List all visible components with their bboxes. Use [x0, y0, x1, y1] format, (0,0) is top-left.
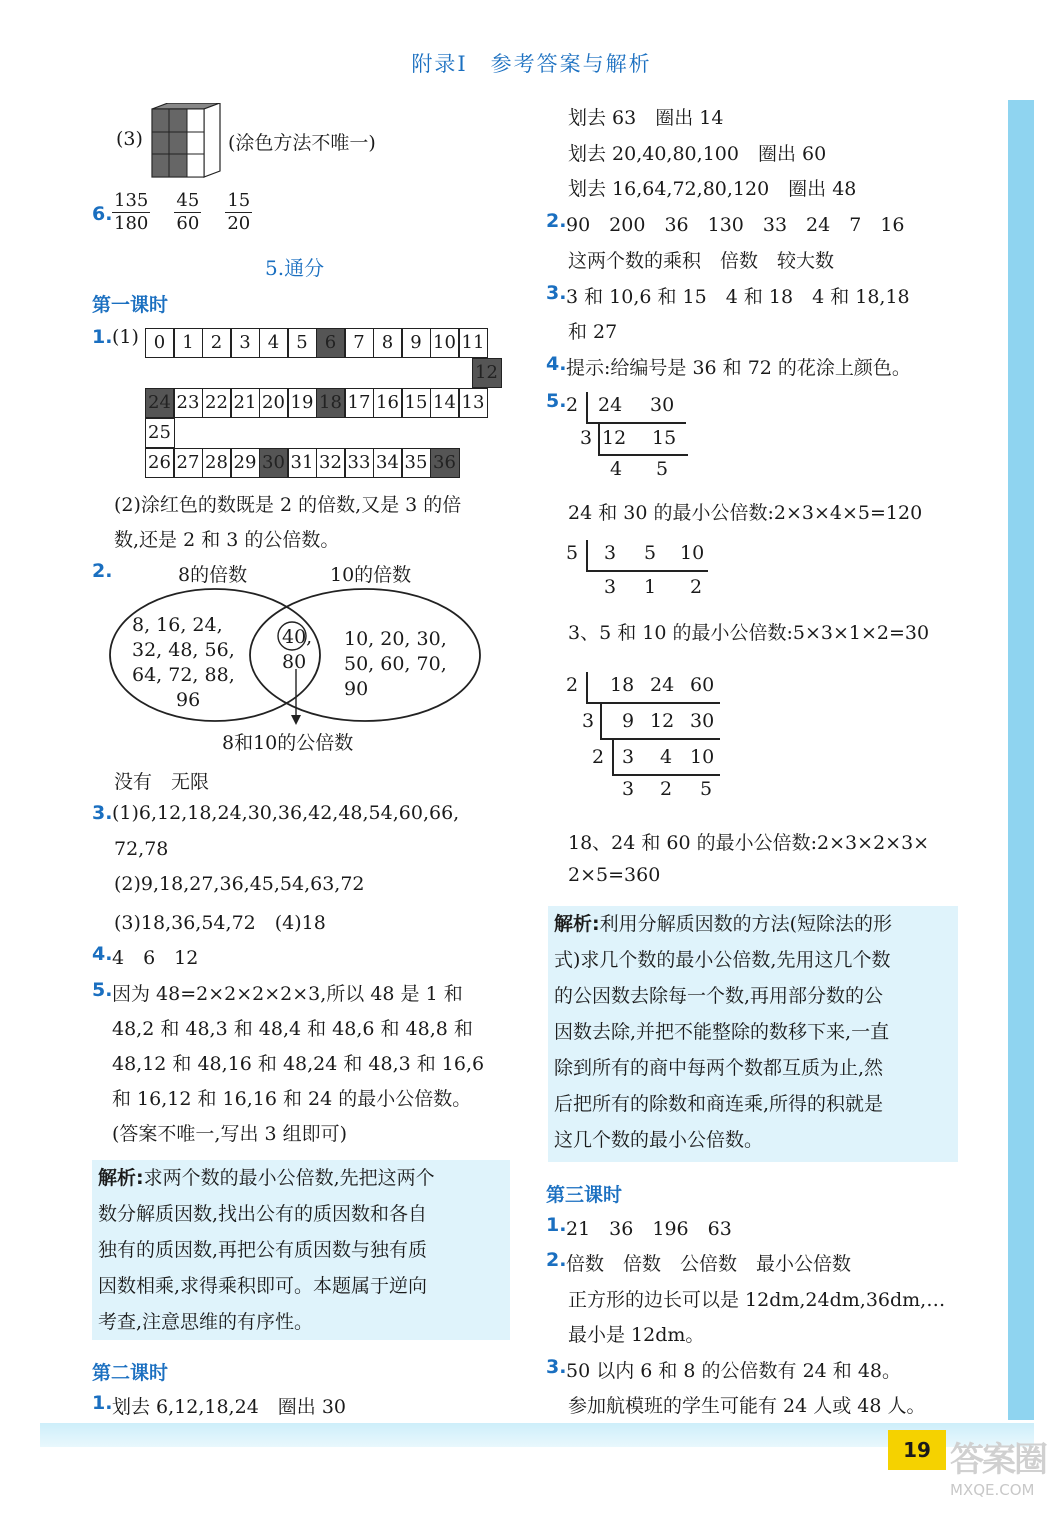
dividend: 3 [604, 542, 617, 564]
grid-row-2 [473, 358, 502, 388]
explanation-line: 的公因数去除每一个数,再用部分数的公 [554, 985, 884, 1007]
q6-fractions [112, 190, 270, 235]
venn-left-line3: 64, 72, 88, [132, 664, 235, 686]
grid-cell: 23 [173, 388, 203, 418]
q1-part2-line2: 数,还是 2 和 3 的公倍数。 [114, 529, 340, 551]
grid-cell: 8 [373, 328, 403, 358]
grid-row-1 [146, 328, 488, 358]
divisor: 2 [592, 746, 605, 768]
venn-right-line1: 10, 20, 30, [344, 628, 447, 650]
l3-q2-line3: 最小是 12dm。 [568, 1324, 705, 1346]
q5-line2: 48,2 和 48,3 和 48,4 和 48,6 和 48,8 和 [112, 1018, 473, 1040]
fraction: $\frac{135}{180}$ [114, 190, 149, 234]
quotient: 12 [602, 427, 627, 449]
grid-cell: 20 [259, 388, 289, 418]
quotient: 4 [660, 746, 673, 768]
l3-q2-line1: 倍数 倍数 公倍数 最小公倍数 [566, 1253, 852, 1275]
grid-row-4 [146, 418, 175, 448]
q4-number: 4. [92, 943, 113, 965]
r-q5-number: 5. [546, 390, 567, 412]
grid-cell: 2 [202, 328, 232, 358]
right-margin-bar [1008, 100, 1034, 1420]
dividend: 24 [650, 674, 675, 696]
grid-cell: 34 [373, 448, 403, 478]
dividend: 18 [610, 674, 635, 696]
q5-line5: (答案不唯一,写出 3 组即可) [112, 1123, 348, 1145]
explanation-line: 独有的质因数,再把公有质因数与独有质 [98, 1239, 428, 1261]
explanation-line: 因数相乘,求得乘积即可。本题属于逆向 [98, 1275, 428, 1297]
r-q2-line1: 90 200 36 130 33 24 7 16 [566, 214, 905, 236]
q1-label: (1) [112, 326, 139, 348]
lesson-2-title: 第二课时 [92, 1362, 169, 1384]
dividend: 60 [690, 674, 715, 696]
grid-cell: 25 [145, 418, 175, 448]
q6-number: 6. [92, 203, 113, 225]
r-q2-number: 2. [546, 210, 567, 232]
right-line-2: 划去 20,40,80,100 圈出 60 [568, 143, 827, 165]
explanation-line: 式)求几个数的最小公倍数,先用这几个数 [554, 949, 891, 971]
grid-cell: 14 [430, 388, 460, 418]
venn-left-line2: 32, 48, 56, [132, 639, 235, 661]
grid-cell: 17 [344, 388, 374, 418]
dividend: 30 [650, 394, 675, 416]
grid-cell: 10 [430, 328, 460, 358]
q3-number: 3. [92, 802, 113, 824]
quotient: 5 [656, 458, 669, 480]
grid-cell: 28 [202, 448, 232, 478]
grid-cell: 27 [173, 448, 203, 478]
venn-bottom-label: 8和10的公倍数 [222, 732, 354, 754]
grid-cell: 1 [173, 328, 203, 358]
lesson2-q1-number: 1. [92, 1392, 113, 1414]
q5-line1: 因为 48=2×2×2×2×3,所以 48 是 1 和 [112, 983, 463, 1005]
q2-number: 2. [92, 560, 113, 582]
grid-row-5 [146, 448, 460, 478]
right-line-3: 划去 16,64,72,80,120 圈出 48 [568, 178, 857, 200]
grid-row-3 [146, 388, 488, 418]
q5-line4: 和 16,12 和 16,16 和 24 的最小公倍数。 [112, 1088, 472, 1110]
grid-cell: 16 [373, 388, 403, 418]
l3-q2-number: 2. [546, 1249, 567, 1271]
venn-left-line1: 8, 16, 24, [132, 614, 223, 636]
page-header: 附录Ⅰ 参考答案与解析 [411, 52, 652, 76]
grid-cell-shaded: 6 [316, 328, 346, 358]
explanation-line: 数分解质因数,找出公有的质因数和各自 [98, 1203, 428, 1225]
r-q2-line2: 这两个数的乘积 倍数 较大数 [568, 250, 835, 272]
quotient: 30 [690, 710, 715, 732]
venn-right-line3: 90 [344, 678, 369, 700]
explanation-line: 后把所有的除数和商连乘,所得的积就是 [554, 1093, 884, 1115]
grid-cell: 11 [458, 328, 488, 358]
quotient: 5 [700, 778, 713, 800]
r-q4-answer: 提示:给编号是 36 和 72 的花涂上颜色。 [566, 357, 911, 379]
grid-cell: 19 [287, 388, 317, 418]
quotient: 12 [650, 710, 675, 732]
r-q3-line1: 3 和 10,6 和 15 4 和 18 4 和 18,18 [566, 286, 910, 308]
quotient: 10 [690, 746, 715, 768]
l3-q3-line1: 50 以内 6 和 8 的公倍数有 24 和 48。 [566, 1360, 902, 1382]
quotient: 15 [652, 427, 677, 449]
short-division-2 [566, 540, 726, 610]
divisor: 3 [582, 710, 595, 732]
bottom-margin-bar [40, 1423, 1034, 1447]
grid-cell: 29 [230, 448, 260, 478]
watermark-logo [950, 1432, 1060, 1532]
grid-cell: 26 [145, 448, 175, 478]
grid-cell: 31 [287, 448, 317, 478]
q3-line3: (2)9,18,27,36,45,54,63,72 [114, 873, 365, 895]
r-q4-number: 4. [546, 353, 567, 375]
quotient: 9 [622, 710, 635, 732]
grid-cell: 22 [202, 388, 232, 418]
grid-cell: 3 [230, 328, 260, 358]
grid-cell: 35 [401, 448, 431, 478]
grid-cell: 9 [401, 328, 431, 358]
q1-number: 1. [92, 326, 113, 348]
venn-label-left: 8的倍数 [178, 564, 248, 586]
grid-cell: 5 [287, 328, 317, 358]
lesson-3-title: 第三课时 [546, 1184, 623, 1206]
explanation-line: 除到所有的商中每两个数都互质为止,然 [554, 1057, 884, 1079]
divisor: 3 [580, 427, 593, 449]
right-line-1: 划去 63 圈出 14 [568, 107, 724, 129]
q4-answer: 4 6 12 [112, 947, 199, 969]
cube-label: (3) [116, 128, 143, 150]
cube-figure [146, 103, 226, 183]
grid-cell: 13 [458, 388, 488, 418]
venn-right-line2: 50, 60, 70, [344, 653, 447, 675]
explanation-line: 考查,注意思维的有序性。 [98, 1311, 314, 1333]
venn-mid-line2: 80 [282, 651, 307, 673]
dividend: 24 [598, 394, 623, 416]
l3-q1-answer: 21 36 196 63 [566, 1218, 732, 1240]
q3-line4: (3)18,36,54,72 (4)18 [114, 912, 326, 934]
grid-cell: 4 [259, 328, 289, 358]
cube-note: (涂色方法不唯一) [228, 132, 376, 154]
quotient: 2 [660, 778, 673, 800]
grid-cell-shaded: 36 [430, 448, 460, 478]
grid-cell-shaded: 12 [472, 358, 502, 388]
explanation-line: 因数去除,并把不能整除的数移下来,一直 [554, 1021, 890, 1043]
page-number-box [888, 1430, 946, 1470]
explanation-right [554, 906, 892, 1158]
grid-cell-shaded: 18 [316, 388, 346, 418]
r-q3-line2: 和 27 [568, 321, 618, 343]
q1-part2-line1: (2)涂红色的数既是 2 的倍数,又是 3 的倍 [114, 494, 462, 516]
venn-label-right: 10的倍数 [330, 564, 412, 586]
q3-line2: 72,78 [114, 838, 169, 860]
grid-cell: 33 [344, 448, 374, 478]
q5-number: 5. [92, 979, 113, 1001]
divisor: 5 [566, 542, 579, 564]
explanation-line: 求两个数的最小公倍数,先把这两个 [143, 1167, 435, 1189]
short-division-1 [566, 392, 706, 482]
grid-cell-shaded: 30 [259, 448, 289, 478]
lesson-1-title: 第一课时 [92, 294, 169, 316]
divisor: 2 [566, 394, 579, 416]
grid-cell: 32 [316, 448, 346, 478]
explanation-label: 解析: [554, 913, 600, 935]
lesson2-q1-answer: 划去 6,12,18,24 圈出 30 [112, 1396, 346, 1418]
explanation-line: 这几个数的最小公倍数。 [554, 1129, 764, 1151]
page-number: 19 [903, 1438, 931, 1462]
div2-answer: 3、5 和 10 的最小公倍数:5×3×1×2=30 [568, 622, 930, 644]
quotient: 3 [604, 576, 617, 598]
grid-cell: 21 [230, 388, 260, 418]
quotient: 1 [644, 576, 657, 598]
fraction: $\frac{45}{60}$ [176, 190, 200, 234]
l3-q2-line2: 正方形的边长可以是 12dm,24dm,36dm,… [568, 1289, 946, 1311]
short-division-3 [566, 672, 736, 802]
quotient: 3 [622, 778, 635, 800]
div3-answer-line1: 18、24 和 60 的最小公倍数:2×3×2×3× [568, 832, 930, 854]
div3-answer-line2: 2×5=360 [568, 864, 661, 886]
dividend: 5 [644, 542, 657, 564]
grid-cell: 0 [145, 328, 175, 358]
venn-mid-line1: 40, [282, 626, 313, 648]
watermark-bottom: MXQE.COM [950, 1481, 1035, 1499]
fraction: $\frac{15}{20}$ [227, 190, 251, 234]
explanation-left [98, 1160, 435, 1340]
grid-cell: 15 [401, 388, 431, 418]
div1-answer: 24 和 30 的最小公倍数:2×3×4×5=120 [568, 502, 923, 524]
r-q3-number: 3. [546, 282, 567, 304]
q3-line1: (1)6,12,18,24,30,36,42,48,54,60,66, [112, 802, 460, 824]
l3-q1-number: 1. [546, 1214, 567, 1236]
grid-cell-shaded: 24 [145, 388, 175, 418]
explanation-line: 利用分解质因数的方法(短除法的形 [599, 913, 893, 935]
l3-q3-line2: 参加航模班的学生可能有 24 人或 48 人。 [568, 1395, 926, 1417]
watermark-top: 答案圈 [950, 1440, 1046, 1480]
grid-cell: 7 [344, 328, 374, 358]
quotient: 4 [610, 458, 623, 480]
dividend: 10 [680, 542, 705, 564]
divisor: 2 [566, 674, 579, 696]
q5-line3: 48,12 和 48,16 和 48,24 和 48,3 和 16,6 [112, 1053, 485, 1075]
quotient: 3 [622, 746, 635, 768]
quotient: 2 [690, 576, 703, 598]
venn-left-line4: 96 [176, 689, 201, 711]
q2-answer: 没有 无限 [114, 771, 210, 793]
explanation-label: 解析: [98, 1167, 144, 1189]
l3-q3-number: 3. [546, 1356, 567, 1378]
section-title: 5.通分 [265, 256, 325, 280]
